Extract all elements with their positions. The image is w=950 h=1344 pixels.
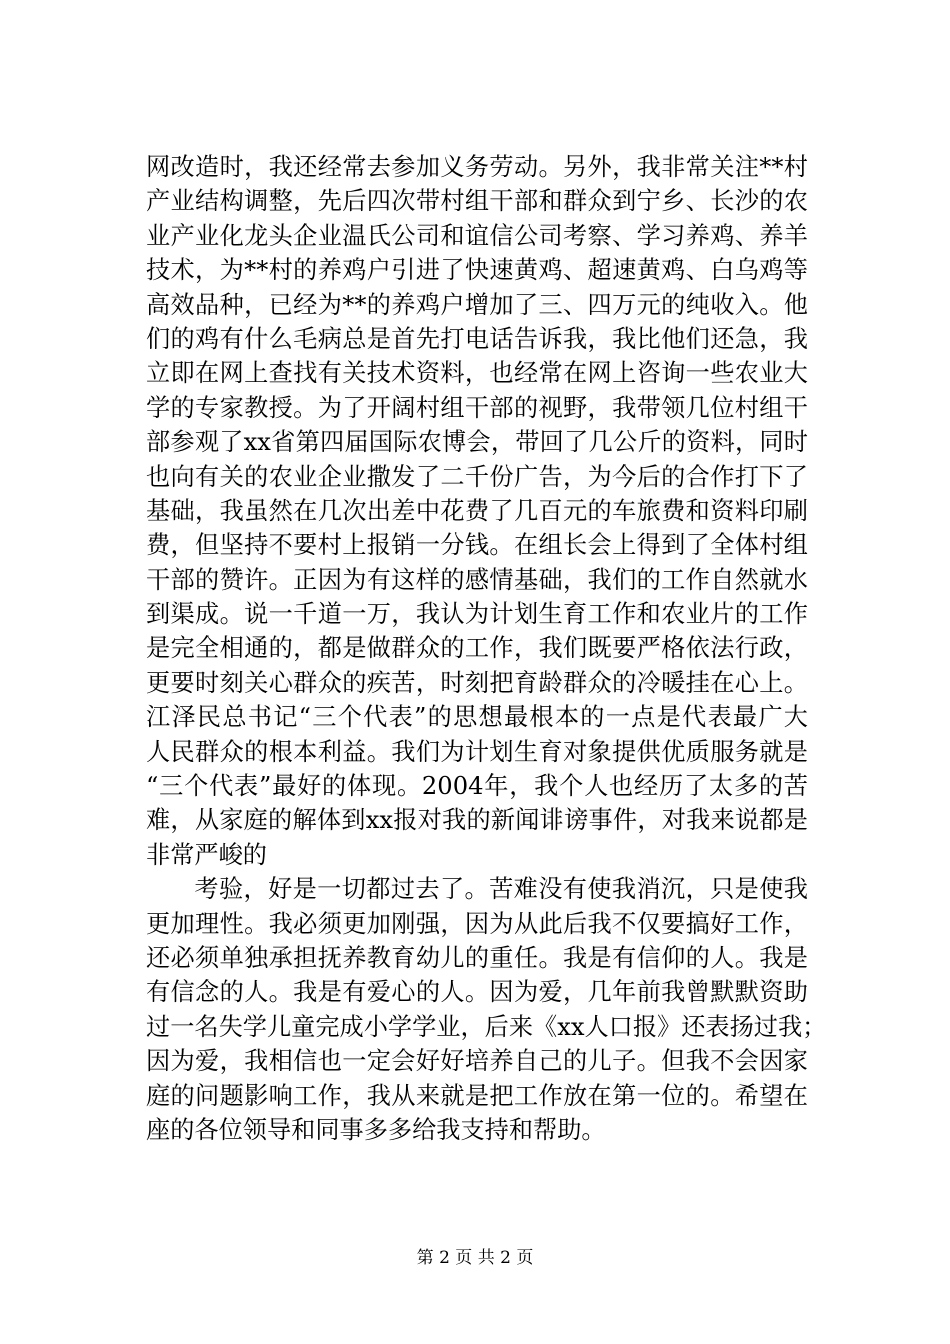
text-line: 费，但坚持不要村上报销一分钱。在组长会上得到了全体村组 xyxy=(146,531,808,560)
text-line: 部参观了xx省第四届国际农博会，带回了几公斤的资料，同时 xyxy=(146,428,808,457)
text-line: 因为爱，我相信也一定会好好培养自己的儿子。但我不会因家 xyxy=(146,1047,808,1076)
text-line: 立即在网上查找有关技术资料，也经常在网上咨询一些农业大 xyxy=(146,359,808,388)
text-line: 有信念的人。我是有爱心的人。因为爱，几年前我曾默默资助 xyxy=(146,978,808,1007)
text-line: 还必须单独承担抚养教育幼儿的重任。我是有信仰的人。我是 xyxy=(146,943,808,972)
text-line-indented: 考验，好是一切都过去了。苦难没有使我消沉，只是使我 xyxy=(194,875,808,904)
text-line: 业产业化龙头企业温氏公司和谊信公司考察、学习养鸡、养羊 xyxy=(146,221,808,250)
text-line: 学的专家教授。为了开阔村组干部的视野，我带领几位村组干 xyxy=(146,393,808,422)
text-line: 技术，为**村的养鸡户引进了快速黄鸡、超速黄鸡、白乌鸡等 xyxy=(146,256,808,285)
text-line: 座的各位领导和同事多多给我支持和帮助。 xyxy=(146,1115,606,1144)
text-line: 基础，我虽然在几次出差中花费了几百元的车旅费和资料印刷 xyxy=(146,496,808,525)
page-footer: 第 2 页 共 2 页 xyxy=(416,1248,534,1268)
text-line: 高效品种，已经为**的养鸡户增加了三、四万元的纯收入。他 xyxy=(146,290,808,319)
text-line: 非常严峻的 xyxy=(146,840,267,869)
text-line: 人民群众的根本利益。我们为计划生育对象提供优质服务就是 xyxy=(146,737,808,766)
text-line: 过一名失学儿童完成小学学业，后来《xx人口报》还表扬过我； xyxy=(146,1012,827,1041)
text-line: 难，从家庭的解体到xx报对我的新闻诽谤事件，对我来说都是 xyxy=(146,806,808,835)
text-line: “三个代表”最好的体现。2004年，我个人也经历了太多的苦 xyxy=(146,772,808,801)
text-line: 更加理性。我必须更加刚强，因为从此后我不仅要搞好工作， xyxy=(146,909,808,938)
text-line: 们的鸡有什么毛病总是首先打电话告诉我，我比他们还急，我 xyxy=(146,324,808,353)
text-line: 也向有关的农业企业撒发了二千份广告，为今后的合作打下了 xyxy=(146,462,808,491)
text-line: 是完全相通的，都是做群众的工作，我们既要严格依法行政， xyxy=(146,634,808,663)
text-line: 到渠成。说一千道一万，我认为计划生育工作和农业片的工作 xyxy=(146,600,808,629)
document-body xyxy=(146,150,827,1147)
text-line: 更要时刻关心群众的疾苦，时刻把育龄群众的冷暖挂在心上。 xyxy=(146,668,808,697)
text-line: 干部的赞许。正因为有这样的感情基础，我们的工作自然就水 xyxy=(146,565,808,594)
text-line: 庭的问题影响工作，我从来就是把工作放在第一位的。希望在 xyxy=(146,1081,808,1110)
text-line: 江泽民总书记“三个代表”的思想最根本的一点是代表最广大 xyxy=(146,703,808,732)
text-line: 产业结构调整，先后四次带村组干部和群众到宁乡、长沙的农 xyxy=(146,187,808,216)
text-line: 网改造时，我还经常去参加义务劳动。另外，我非常关注**村 xyxy=(146,153,808,181)
